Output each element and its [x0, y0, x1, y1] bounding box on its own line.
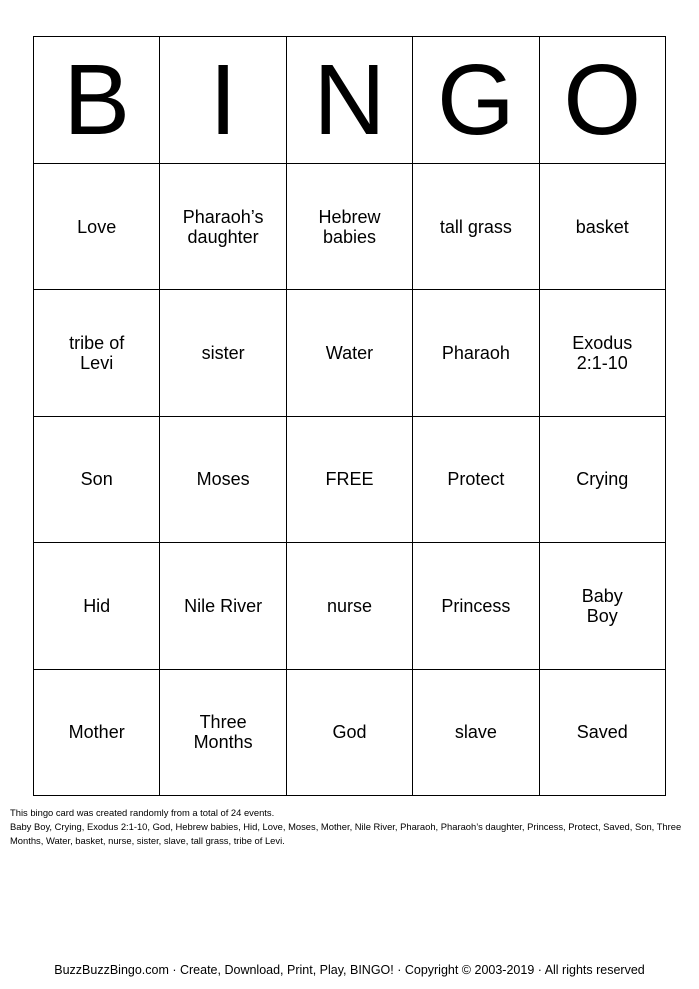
header-letter-b: B: [34, 37, 160, 164]
free-space-cell: FREE: [286, 416, 412, 542]
bingo-cell: Saved: [539, 669, 665, 795]
bingo-cell: tall grass: [413, 164, 539, 290]
bingo-cell: Baby Boy: [539, 543, 665, 669]
bingo-row: [34, 669, 666, 795]
bingo-cell: Princess: [413, 543, 539, 669]
bingo-cell: Nile River: [160, 543, 286, 669]
page-footer: BuzzBuzzBingo.com · Create, Download, Print, Play, BINGO! · Copyright © 2003-2019 · All rights reserved: [54, 963, 645, 977]
header-letter-i: I: [160, 37, 286, 164]
bingo-cell: Pharaoh’s daughter: [160, 164, 286, 290]
bingo-cell: slave: [413, 669, 539, 795]
bingo-cell: basket: [539, 164, 665, 290]
bingo-cell: Hebrew babies: [286, 164, 412, 290]
card-info-summary: This bingo card was created randomly from a total of 24 events.: [10, 807, 275, 818]
card-info-event-list: Baby Boy, Crying, Exodus 2:1-10, God, Hebrew babies, Hid, Love, Moses, Mother, Nile River, Pharaoh, Pharaoh’s daughter, Princess, Protect, Saved, Son, Three Months, Water, basket, nurse, sister, slave, tall grass, tribe of Levi.: [10, 821, 682, 846]
bingo-cell: Mother: [34, 669, 160, 795]
bingo-cell: nurse: [286, 543, 412, 669]
header-letter-o: O: [539, 37, 665, 164]
bingo-cell: Protect: [413, 416, 539, 542]
bingo-cell: Moses: [160, 416, 286, 542]
bingo-cell: Exodus 2:1-10: [539, 290, 665, 416]
bingo-row: [34, 543, 666, 669]
bingo-row: [34, 164, 666, 290]
bingo-cell: Crying: [539, 416, 665, 542]
header-letter-g: G: [413, 37, 539, 164]
bingo-header-row: [34, 37, 666, 164]
bingo-cell: Three Months: [160, 669, 286, 795]
bingo-cell: God: [286, 669, 412, 795]
bingo-cell: Son: [34, 416, 160, 542]
card-info: [10, 806, 689, 848]
bingo-cell: sister: [160, 290, 286, 416]
bingo-cell: Water: [286, 290, 412, 416]
bingo-row: [34, 290, 666, 416]
bingo-row: [34, 416, 666, 542]
bingo-cell: Pharaoh: [413, 290, 539, 416]
bingo-card: [33, 36, 666, 796]
bingo-cell: tribe of Levi: [34, 290, 160, 416]
bingo-cell: Love: [34, 164, 160, 290]
bingo-cell: Hid: [34, 543, 160, 669]
header-letter-n: N: [286, 37, 412, 164]
